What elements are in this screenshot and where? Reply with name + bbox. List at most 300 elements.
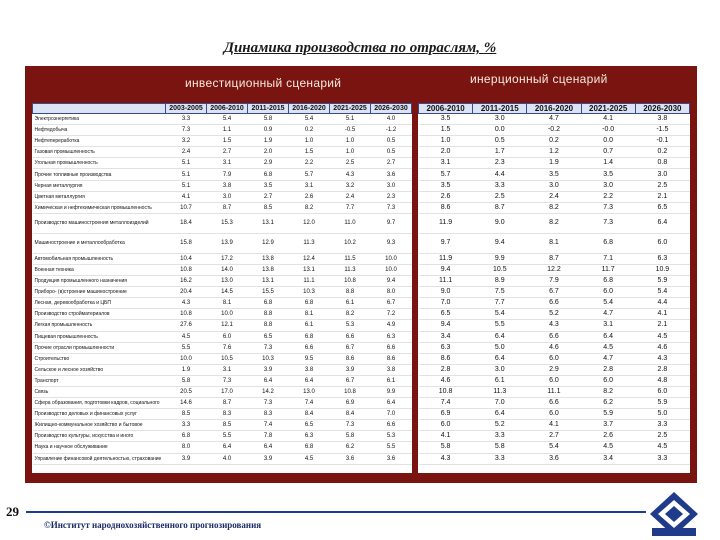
investment-value-cell: 2.3 (371, 191, 412, 202)
investment-value-cell: 8.0 (371, 287, 412, 298)
inertial-value-cell: 6.8 (581, 233, 635, 253)
investment-value-cell: 9.7 (371, 213, 412, 233)
inertial-value-cell: 5.0 (635, 409, 689, 420)
investment-value-cell: 1.1 (207, 125, 248, 136)
inertial-value-cell: 4.4 (635, 298, 689, 309)
investment-value-cell: 5.1 (166, 169, 207, 180)
investment-value-cell: 7.2 (371, 309, 412, 320)
investment-value-cell: 0.5 (371, 136, 412, 147)
investment-value-cell: 5.4 (207, 114, 248, 125)
investment-value-cell: 3.8 (289, 364, 330, 375)
inertial-value-cell: 4.5 (635, 331, 689, 342)
investment-value-cell: 2.6 (289, 191, 330, 202)
table-row (419, 298, 690, 309)
investment-value-cell: 10.4 (166, 253, 207, 264)
investment-value-cell: 16.2 (166, 276, 207, 287)
inertial-value-cell: 3.0 (581, 180, 635, 191)
inertial-period-header: 2011-2015 (473, 104, 527, 114)
investment-value-cell: 10.3 (289, 287, 330, 298)
inertial-value-cell: 1.7 (473, 147, 527, 158)
investment-value-cell: 10.8 (166, 309, 207, 320)
industry-name: Сфера образования, подготовки кадров, социального (33, 398, 166, 409)
investment-value-cell: 5.3 (330, 320, 371, 331)
inertial-value-cell: 6.9 (419, 409, 473, 420)
table-row (419, 364, 690, 375)
investment-value-cell: 7.4 (248, 420, 289, 431)
inertial-value-cell: 4.7 (527, 114, 581, 125)
investment-value-cell: 6.6 (289, 342, 330, 353)
investment-value-cell: 8.6 (371, 353, 412, 364)
industry-name: Легкая промышленность (33, 320, 166, 331)
inertial-value-cell: 5.7 (419, 169, 473, 180)
table-row (33, 158, 412, 169)
investment-value-cell: 10.5 (207, 353, 248, 364)
investment-value-cell: 3.8 (371, 364, 412, 375)
table-row (419, 169, 690, 180)
investment-value-cell: 1.0 (330, 147, 371, 158)
table-row (33, 409, 412, 420)
investment-value-cell: 6.1 (330, 298, 371, 309)
investment-value-cell: 2.7 (371, 158, 412, 169)
table-row (33, 287, 412, 298)
investment-value-cell: 6.4 (371, 398, 412, 409)
investment-value-cell: 2.0 (248, 147, 289, 158)
investment-value-cell: 4.3 (330, 169, 371, 180)
inertial-value-cell: 4.1 (581, 114, 635, 125)
inertial-value-cell: 3.5 (527, 169, 581, 180)
table-row (33, 442, 412, 453)
investment-value-cell: 9.9 (371, 386, 412, 397)
investment-value-cell: 5.5 (207, 431, 248, 442)
inertial-value-cell: 12.2 (527, 264, 581, 275)
inertial-value-cell: 8.1 (527, 233, 581, 253)
investment-value-cell: 5.5 (166, 342, 207, 353)
investment-value-cell: 10.7 (166, 202, 207, 213)
inertial-value-cell: 8.2 (527, 202, 581, 213)
industry-name: Приборо- (в)строение машиностроение (33, 287, 166, 298)
inertial-value-cell: 5.4 (473, 309, 527, 320)
investment-value-cell: 1.5 (207, 136, 248, 147)
investment-value-cell: 1.0 (330, 136, 371, 147)
inertial-period-header: 2021-2025 (581, 104, 635, 114)
inertial-value-cell: 2.1 (635, 320, 689, 331)
inertial-value-cell: 3.3 (635, 420, 689, 431)
investment-value-cell: 8.1 (289, 309, 330, 320)
inertial-table (418, 103, 690, 465)
inertial-value-cell: 6.0 (527, 375, 581, 386)
inertial-value-cell: 6.2 (581, 398, 635, 409)
inertial-value-cell: 2.2 (581, 191, 635, 202)
investment-value-cell: 3.1 (289, 180, 330, 191)
inertial-value-cell: 8.9 (473, 276, 527, 287)
inertial-value-cell: 3.4 (581, 453, 635, 464)
inertial-value-cell: 9.4 (473, 233, 527, 253)
investment-value-cell: 8.5 (166, 409, 207, 420)
inertial-value-cell: 3.5 (419, 180, 473, 191)
investment-value-cell: 10.3 (248, 353, 289, 364)
investment-value-cell: 8.4 (289, 409, 330, 420)
table-row (419, 353, 690, 364)
investment-value-cell: 6.8 (289, 298, 330, 309)
investment-value-cell: 10.8 (166, 264, 207, 275)
investment-value-cell: 10.0 (371, 264, 412, 275)
inertial-value-cell: 9.7 (419, 233, 473, 253)
table-row (33, 125, 412, 136)
investment-value-cell: 10.0 (371, 253, 412, 264)
inertial-value-cell: 1.5 (419, 125, 473, 136)
investment-value-cell: 13.0 (207, 276, 248, 287)
table-row (419, 253, 690, 264)
table-row (33, 375, 412, 386)
investment-value-cell: 6.1 (371, 375, 412, 386)
investment-value-cell: 11.0 (330, 213, 371, 233)
industry-name: Транспорт (33, 375, 166, 386)
inertial-value-cell: 3.7 (581, 420, 635, 431)
inertial-value-cell: 0.7 (581, 147, 635, 158)
investment-period-header: 2026-2030 (371, 104, 412, 114)
table-row (419, 320, 690, 331)
inertial-value-cell: 6.4 (635, 213, 689, 233)
inertial-value-cell: 4.6 (635, 342, 689, 353)
investment-value-cell: 4.3 (166, 298, 207, 309)
table-row (419, 409, 690, 420)
inertial-value-cell: -0.0 (581, 125, 635, 136)
investment-value-cell: -1.2 (371, 125, 412, 136)
inertial-value-cell: 3.0 (473, 114, 527, 125)
industry-name: Электроэнергетика (33, 114, 166, 125)
investment-value-cell: -0.5 (330, 125, 371, 136)
industry-name: Производство машиностроения металлоизделий (33, 213, 166, 233)
inertial-value-cell: 6.3 (419, 342, 473, 353)
table-row (33, 180, 412, 191)
investment-value-cell: 6.4 (248, 442, 289, 453)
investment-value-cell: 3.5 (248, 180, 289, 191)
investment-value-cell: 14.2 (248, 386, 289, 397)
inertial-value-cell: 6.6 (527, 398, 581, 409)
investment-value-cell: 5.1 (166, 180, 207, 191)
industry-column-header (33, 104, 166, 114)
investment-value-cell: 6.1 (289, 320, 330, 331)
investment-value-cell: 14.5 (207, 287, 248, 298)
table-row (33, 431, 412, 442)
investment-value-cell: 1.9 (166, 364, 207, 375)
investment-value-cell: 4.5 (289, 453, 330, 464)
inertial-value-cell: 5.8 (473, 442, 527, 453)
inertial-value-cell: 6.5 (419, 309, 473, 320)
table-row (419, 375, 690, 386)
investment-value-cell: 7.8 (248, 431, 289, 442)
investment-value-cell: 4.1 (166, 191, 207, 202)
inertial-value-cell: 7.1 (581, 253, 635, 264)
inertial-value-cell: 11.1 (527, 386, 581, 397)
investment-value-cell: 3.9 (248, 364, 289, 375)
inertial-value-cell: 6.0 (419, 420, 473, 431)
industry-name: Производство стройматериалов (33, 309, 166, 320)
table-row (33, 147, 412, 158)
industry-name: Сельское и лесное хозяйство (33, 364, 166, 375)
table-row (33, 213, 412, 233)
investment-value-cell: 7.4 (289, 398, 330, 409)
table-row (419, 442, 690, 453)
table-row (419, 431, 690, 442)
investment-table (32, 103, 412, 465)
investment-value-cell: 13.0 (289, 386, 330, 397)
table-row (419, 233, 690, 253)
inertial-value-cell: 3.1 (419, 158, 473, 169)
industry-name: Управление финансовой деятельностью, страхование (33, 453, 166, 464)
investment-value-cell: 10.0 (166, 353, 207, 364)
investment-value-cell: 14.0 (207, 264, 248, 275)
inertial-value-cell: 0.5 (473, 136, 527, 147)
inertial-value-cell: 4.6 (419, 375, 473, 386)
investment-value-cell: 8.5 (248, 202, 289, 213)
inertial-value-cell: 2.0 (419, 147, 473, 158)
table-row (419, 202, 690, 213)
inertial-value-cell: 1.4 (581, 158, 635, 169)
investment-value-cell: 3.6 (371, 169, 412, 180)
investment-period-header: 2021-2025 (330, 104, 371, 114)
investment-value-cell: 8.8 (248, 309, 289, 320)
table-row (419, 398, 690, 409)
investment-value-cell: 7.3 (166, 125, 207, 136)
inertial-value-cell: 3.0 (635, 169, 689, 180)
investment-value-cell: 6.5 (248, 331, 289, 342)
inertial-value-cell: 6.4 (581, 331, 635, 342)
inertial-value-cell: 5.4 (527, 442, 581, 453)
inertial-value-cell: 4.1 (635, 309, 689, 320)
inertial-period-header: 2026-2030 (635, 104, 689, 114)
investment-value-cell: 1.9 (248, 136, 289, 147)
investment-value-cell: 12.9 (248, 233, 289, 253)
inertial-value-cell: 5.9 (635, 398, 689, 409)
table-row (419, 287, 690, 298)
investment-value-cell: 3.6 (371, 453, 412, 464)
inertial-value-cell: 0.0 (473, 125, 527, 136)
investment-value-cell: 2.4 (330, 191, 371, 202)
investment-value-cell: 14.6 (166, 398, 207, 409)
investment-value-cell: 13.8 (248, 264, 289, 275)
industry-name: Производство культуры, искусства и иного (33, 431, 166, 442)
table-row (33, 309, 412, 320)
investment-value-cell: 4.0 (207, 453, 248, 464)
table-row (419, 386, 690, 397)
inertial-value-cell: 3.3 (473, 453, 527, 464)
table-row (419, 147, 690, 158)
inertial-period-header: 2016-2020 (527, 104, 581, 114)
inertial-value-cell: 9.4 (419, 320, 473, 331)
inertial-value-cell: 7.0 (473, 398, 527, 409)
investment-value-cell: 6.4 (207, 442, 248, 453)
inertial-value-cell: 2.6 (419, 191, 473, 202)
table-row (33, 386, 412, 397)
investment-value-cell: 7.3 (248, 398, 289, 409)
investment-value-cell: 11.3 (289, 233, 330, 253)
investment-value-cell: 5.7 (289, 169, 330, 180)
inertial-value-cell: 6.4 (473, 409, 527, 420)
investment-value-cell: 3.3 (166, 114, 207, 125)
inertial-value-cell: 4.5 (581, 442, 635, 453)
inertial-value-cell: 6.3 (635, 253, 689, 264)
inertial-value-cell: 0.0 (581, 136, 635, 147)
inertial-value-cell: -0.1 (635, 136, 689, 147)
investment-value-cell: 3.6 (330, 453, 371, 464)
investment-value-cell: 10.0 (207, 309, 248, 320)
investment-value-cell: 3.1 (207, 158, 248, 169)
inertial-value-cell: 2.4 (527, 191, 581, 202)
investment-value-cell: 6.4 (289, 375, 330, 386)
inertial-value-cell: 4.7 (581, 353, 635, 364)
investment-value-cell: 13.1 (248, 276, 289, 287)
inertial-value-cell: 2.5 (635, 180, 689, 191)
investment-value-cell: 6.0 (207, 331, 248, 342)
inertial-value-cell: 1.0 (419, 136, 473, 147)
table-row (419, 276, 690, 287)
inertial-value-cell: 2.3 (473, 158, 527, 169)
investment-value-cell: 1.5 (289, 147, 330, 158)
inertial-value-cell: 7.0 (419, 298, 473, 309)
table-row (33, 331, 412, 342)
table-row (419, 191, 690, 202)
inertial-value-cell: 5.5 (473, 320, 527, 331)
investment-value-cell: 13.9 (207, 233, 248, 253)
investment-value-cell: 20.4 (166, 287, 207, 298)
investment-value-cell: 1.0 (289, 136, 330, 147)
inertial-value-cell: 3.1 (581, 320, 635, 331)
inertial-value-cell: 2.8 (581, 364, 635, 375)
investment-value-cell: 4.9 (371, 320, 412, 331)
investment-value-cell: 0.9 (248, 125, 289, 136)
inertial-value-cell: 11.7 (581, 264, 635, 275)
investment-value-cell: 8.7 (207, 202, 248, 213)
table-row (33, 169, 412, 180)
inertial-value-cell: 6.6 (527, 331, 581, 342)
investment-value-cell: 7.3 (207, 375, 248, 386)
investment-value-cell: 2.7 (207, 147, 248, 158)
investment-value-cell: 7.3 (248, 342, 289, 353)
investment-value-cell: 3.9 (248, 453, 289, 464)
industry-name: Машиностроение и металлообработка (33, 233, 166, 253)
investment-period-header: 2003-2005 (166, 104, 207, 114)
investment-value-cell: 2.5 (330, 158, 371, 169)
inertial-value-cell: 1.2 (527, 147, 581, 158)
inertial-value-cell: 4.3 (635, 353, 689, 364)
inertial-value-cell: 6.0 (635, 233, 689, 253)
institute-logo-icon (648, 490, 700, 538)
investment-value-cell: 17.0 (207, 386, 248, 397)
page-title: Динамика производства по отраслям, % (223, 40, 497, 56)
inertial-value-cell: 5.2 (527, 309, 581, 320)
investment-value-cell: 8.3 (207, 409, 248, 420)
industry-name: Жилищно-коммунальное хозяйство и бытовое (33, 420, 166, 431)
inertial-value-cell: 11.3 (473, 386, 527, 397)
inertial-value-cell: 3.5 (581, 169, 635, 180)
industry-name: Черная металлургия (33, 180, 166, 191)
industry-name: Лесная, деревообработка и ЦБП (33, 298, 166, 309)
investment-value-cell: 13.1 (289, 264, 330, 275)
inertial-value-cell: 5.2 (473, 420, 527, 431)
table-row (33, 276, 412, 287)
investment-table-header (33, 104, 412, 114)
inertial-value-cell: 8.6 (419, 353, 473, 364)
investment-value-cell: 6.8 (289, 331, 330, 342)
industry-name: Связь (33, 386, 166, 397)
inertial-value-cell: 4.5 (581, 342, 635, 353)
table-row (33, 233, 412, 253)
table-row (419, 420, 690, 431)
inertial-value-cell: 3.3 (473, 431, 527, 442)
industry-name: Строительство (33, 353, 166, 364)
investment-value-cell: 3.0 (371, 180, 412, 191)
table-row (33, 353, 412, 364)
investment-value-cell: 7.0 (371, 409, 412, 420)
investment-value-cell: 6.5 (289, 420, 330, 431)
investment-period-header: 2011-2015 (248, 104, 289, 114)
investment-value-cell: 10.8 (330, 386, 371, 397)
investment-value-cell: 6.6 (371, 420, 412, 431)
table-row (419, 180, 690, 191)
inertial-value-cell: 3.8 (635, 114, 689, 125)
industry-name: Нефтепереработка (33, 136, 166, 147)
investment-value-cell: 27.6 (166, 320, 207, 331)
inertial-value-cell: 3.0 (527, 180, 581, 191)
inertial-value-cell: 3.5 (419, 114, 473, 125)
table-row (33, 264, 412, 275)
investment-value-cell: 5.8 (248, 114, 289, 125)
inertial-value-cell: 11.9 (419, 253, 473, 264)
investment-value-cell: 8.1 (207, 298, 248, 309)
inertial-value-cell: 8.2 (581, 386, 635, 397)
copyright-text: ©Институт народнохозяйственного прогнозирования (44, 520, 262, 530)
table-row (33, 114, 412, 125)
investment-value-cell: 4.5 (166, 331, 207, 342)
inertial-value-cell: 9.4 (419, 264, 473, 275)
investment-value-cell: 6.7 (371, 298, 412, 309)
page-number: 29 (6, 504, 19, 519)
inertial-value-cell: 8.7 (527, 253, 581, 264)
inertial-value-cell: 2.6 (581, 431, 635, 442)
investment-value-cell: 6.8 (248, 298, 289, 309)
investment-value-cell: 3.2 (166, 136, 207, 147)
inertial-value-cell: 6.5 (635, 202, 689, 213)
investment-value-cell: 6.3 (371, 331, 412, 342)
industry-name: Нефтедобыча (33, 125, 166, 136)
investment-value-cell: 10.2 (330, 233, 371, 253)
investment-value-cell: 4.0 (371, 114, 412, 125)
industry-name: Прочие отрасли промышленности (33, 342, 166, 353)
investment-value-cell: 8.4 (330, 409, 371, 420)
inertial-value-cell: 6.0 (527, 353, 581, 364)
investment-period-header: 2016-2020 (289, 104, 330, 114)
table-row (33, 398, 412, 409)
inertial-value-cell: 3.3 (635, 453, 689, 464)
investment-value-cell: 11.5 (330, 253, 371, 264)
inertial-value-cell: 10.5 (473, 264, 527, 275)
table-row (33, 136, 412, 147)
investment-value-cell: 15.8 (166, 233, 207, 253)
inertial-value-cell: 4.3 (527, 320, 581, 331)
investment-value-cell: 3.9 (330, 364, 371, 375)
industry-name: Производство деловых и финансовых услуг (33, 409, 166, 420)
inertial-value-cell: 5.8 (419, 442, 473, 453)
inertial-value-cell: 0.8 (635, 158, 689, 169)
investment-value-cell: 8.0 (166, 442, 207, 453)
investment-value-cell: 5.3 (371, 431, 412, 442)
investment-value-cell: 11.1 (289, 276, 330, 287)
inertial-value-cell: 5.0 (473, 342, 527, 353)
investment-table-sheet (32, 103, 412, 473)
investment-value-cell: 6.8 (289, 442, 330, 453)
inertial-value-cell: 6.8 (581, 276, 635, 287)
